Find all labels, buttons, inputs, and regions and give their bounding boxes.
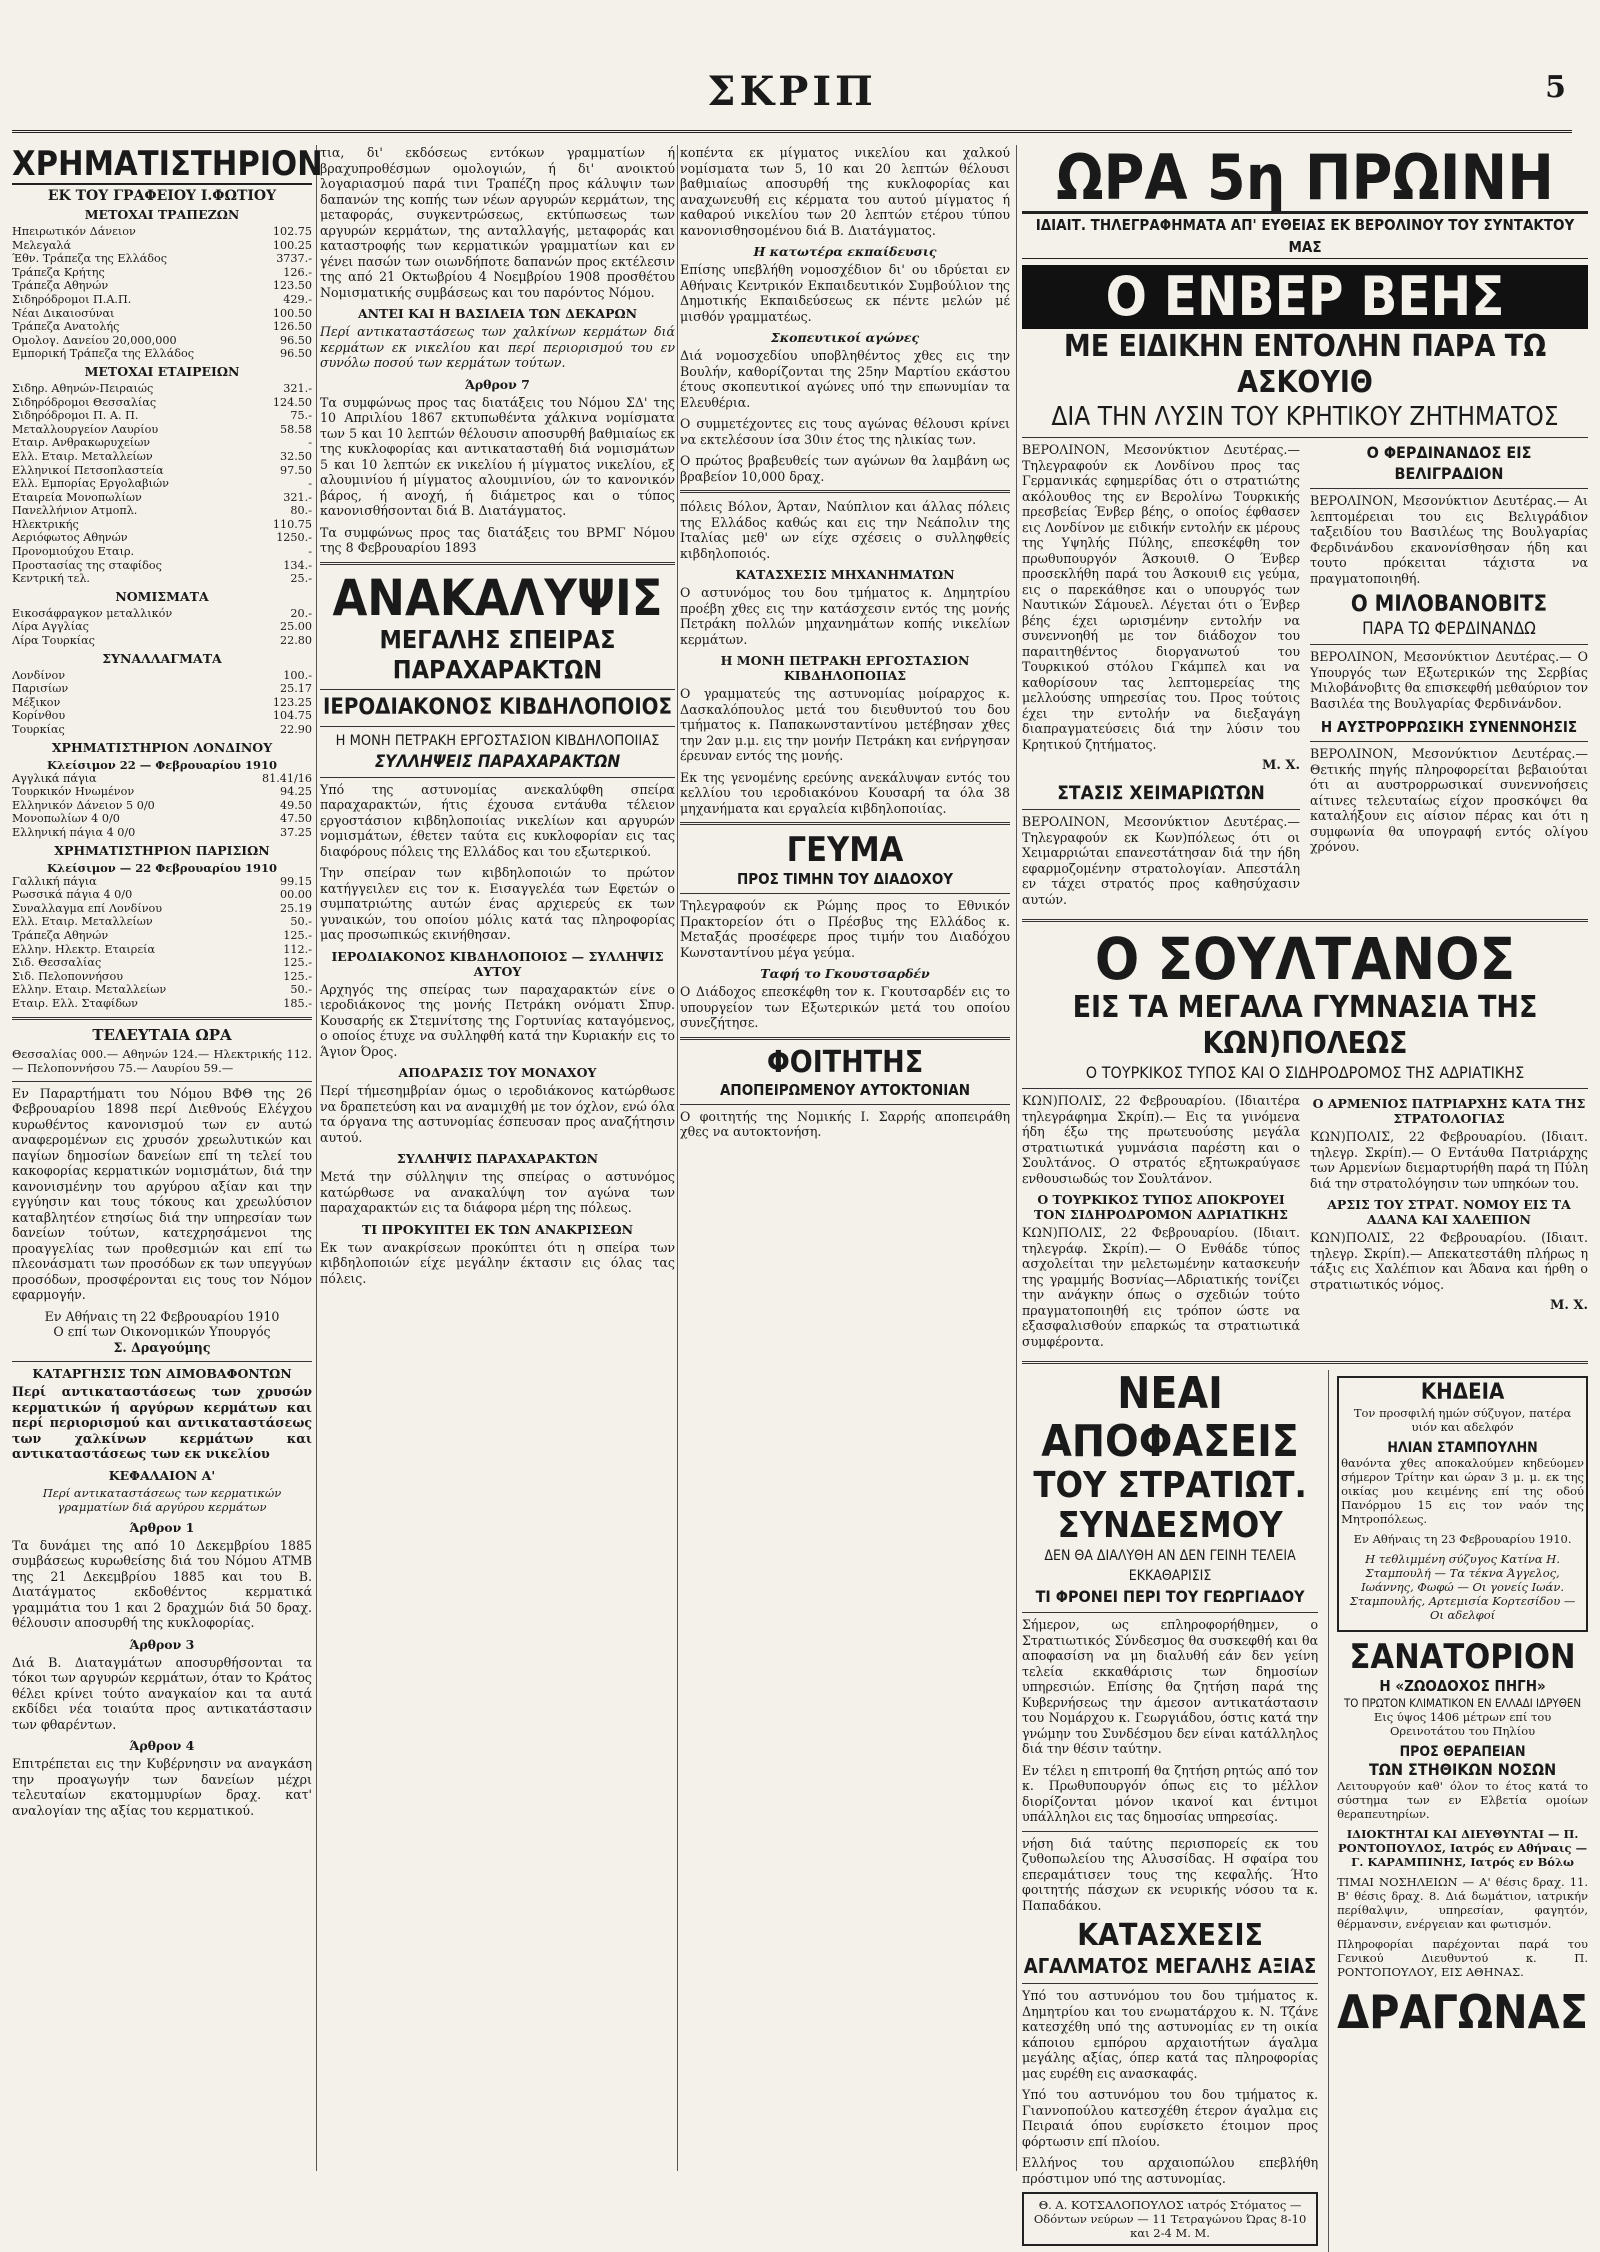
sanatorium-diseases: ΤΩΝ ΣΤΗΘΙΚΩΝ ΝΟΣΩΝ	[1368, 1760, 1557, 1779]
market-value: 50.-	[290, 983, 312, 997]
story-neai: νήση διά ταύτης περισπορείς εκ του ζυθοπωλείου της Αλυσσίδας. Η σφαίρα του επεραμάτισεν τους της κεφαλής. Ήτο φοιτητής πάσχων εκ νευρικής νόσου τα κ. Παπαδάκου.	[1022, 1835, 1319, 1913]
headline-geuma: ΓΕΥΜΑ	[786, 830, 904, 870]
last-hour-text: Θεσσαλίας 000.— Αθηνών 124.— Ηλεκτρικής 112.— Πελοποννήσου 75.— Λαυρίου 59.—	[12, 1046, 312, 1075]
market-row	[12, 902, 312, 916]
column-rule	[1016, 145, 1017, 2171]
paris-table	[12, 875, 312, 1011]
sanatorium-altitude: Εις ύψος 1406 μέτρων επί του Ορεινοτάτου του Πηλίου	[1373, 1710, 1552, 1738]
market-value: 94.25	[279, 785, 312, 799]
market-value: 3737.-	[276, 252, 312, 266]
market-row	[12, 320, 312, 334]
market-label: Εταιρ. Ανθρακωρυχείων	[12, 436, 151, 450]
market-label: Σιδηρόδρομοι Π. Α. Π.	[12, 409, 139, 423]
signature: Μ. Χ.	[1261, 758, 1300, 773]
col3-subheading: Σκοπευτικοί αγώνες	[770, 330, 920, 345]
sultan-subheading: ΑΡΣΙΣ ΤΟΥ ΣΤΡΑΤ. ΝΟΜΟΥ ΕΙΣ ΤΑ ΑΔΑΝΑ ΚΑΙ ΧΑΛΕΠΙΟΝ	[1327, 1197, 1571, 1227]
market-row	[12, 785, 312, 799]
article-1-heading: Άρθρον 1	[129, 1519, 195, 1535]
lower-columns	[1022, 1370, 1588, 2252]
banks-table	[12, 225, 312, 361]
market-label: Εικοσάφραγκον μεταλλικόν	[12, 606, 173, 620]
market-row	[12, 634, 312, 648]
story-subheading: ΤΙ ΠΡΟΚΥΠΤΕΙ ΕΚ ΤΩΝ ΑΝΑΚΡΙΣΕΩΝ	[361, 1221, 633, 1237]
market-value: 25.00	[279, 620, 312, 634]
market-value: -	[308, 545, 312, 559]
market-row	[12, 956, 312, 970]
death-name: ΗΛΙΑΝ ΣΤΑΜΠΟΥΛΗΝ	[1387, 1440, 1538, 1456]
story-neai: Σήμερον, ως επληροφορήθημεν, ο Στρατιωτικός Σύνδεσμος θα συσκεφθή και θα αποφασίση να μη διαλυθή εάν δεν γείνη τελεία εκκαθάρισις των δημοσίων υπηρεσιών. Επίσης θα ζητήση παρά της Κυβερνήσεως την άμεσον αντικατάστασιν του Νομάρχου κ. Γεωργιάδου, όστις κατά την γνώμην του Συνδέσμου δεν είναι κατάλληλος διά την θέσιν ταύτην.	[1022, 1617, 1319, 1756]
market-label: Ομολογ. Δανείου 20,000,000	[12, 333, 177, 347]
headline-ferdinandos: Ο ΦΕΡΔΙΝΑΝΔΟΣ ΕΙΣ ΒΕΛΙΓΡΑΔΙΟΝ	[1366, 443, 1532, 483]
market-value: 22.90	[279, 723, 312, 736]
dragonas-ad: ΔΡΑΓΩΝΑΣ	[1337, 1985, 1588, 2039]
market-row	[12, 409, 312, 423]
market-label: Ελλ. Εταιρ. Μεταλλείων	[12, 449, 153, 463]
col3-subheading: Ταφή το Γκουστσαρδέν	[760, 966, 930, 981]
market-value: 58.58	[279, 422, 312, 436]
market-label: Λονδίνον	[12, 668, 66, 682]
telegram-sultan: ΚΩΝ)ΠΟΛΙΣ, 22 Φεβρουαρίου. (Ιδιαιτ. τηλεγράφ. Σκρίπ).— Ο Ενθάδε τύπος ασχολείται την μελετωμένην κατασκευήν της γραμμής Βοσνίας—Αδριατικής τονίζει την ανάγκην όπως ο σχεδιών τούτο πραγματοποιηθή εις τρόπον ώστε να εξασφαλισθούν επαρκώς τα στρατιωτικά συμφέροντα.	[1022, 1225, 1300, 1349]
market-value: 20.-	[290, 606, 312, 620]
market-row	[12, 531, 312, 545]
market-row	[12, 669, 312, 683]
story-paragraph: Αρχηγός της σπείρας των παραχαρακτών είνε ο ιεροδιάκονος της μονής Πετράκη ονόματι Σπυρ. Κουσαρής εκ Στεμνίτσης της Γορτυνίας καταγόμενος, ο οποίος έτυχε να συλληφθή κατά την Κυριακήν εις το Άγιον Όρος.	[320, 981, 675, 1059]
headline-syllipseis: ΣΥΛΛΗΨΕΙΣ ΠΑΡΑΧΑΡΑΚΤΩΝ	[374, 751, 621, 772]
market-row	[12, 559, 312, 573]
headline-enver: Ο ΕΝΒΕΡ ΒΕΗΣ	[1022, 265, 1588, 329]
telegram-enver: ΒΕΡΟΛΙΝΟΝ, Μεσονύκτιον Δευτέρας.—Τηλεγραφούν εκ Λονδίνου προς τας Γερμανικάς εφημερίδας ότι ο στρατιώτης ακόλουθος της εν Βερολίνω Τουρκικής πρεσβείας Ένβερ βέης, ο οποίος έφθασεν εις Λονδίνον με ειδικήν εντολήν εκ μέρους της Υψηλής Πύλης, επεσκέφθη τον πρωθυπουργόν Άσκουιθ. Ο Ένβερ προσεκλήθη παρά του Άσκουιθ εις γεύμα, εις ο παρεκάθησε και ο υπουργός των Ναυτικών Σάμουελ. Λέγεται ότι ο Ένβερ βέης έχει ωρισμένην εντολήν να συνεννοηθή με τον διάδοχον του παραιτηθέντος διοργανωτού του Τουρκικού στόλου Γκάμπελ και να καθορίσουν τας λεπτομερείας της μελλούσης υπηρεσίας του. Προς τούτοις έχει την εντολήν να διεξαγάγη διαπραγματεύσεις διά την λύσιν του Κρητικού ζητήματος.	[1022, 442, 1300, 752]
col3-top-text: κοπέντα εκ μίγματος νικελίου και χαλκού νομίσματα των 5, 10 και 20 λεπτών θέλουσι βαθμιαίως αποσυρθή της κυκλοφορίας και αναχωνευθή εις κέρματα του αυτού μίγματος ή καθαρού νικελίου των 20 λεπτών ετέρου τύπου κανονισθησομένου διά Β. Διατάγματος.	[680, 145, 1010, 238]
market-row	[12, 983, 312, 997]
market-value: 25.17	[279, 682, 312, 696]
column-law-and-counterfeit	[320, 145, 675, 2171]
market-row	[12, 875, 312, 889]
telegram-columns	[1022, 442, 1588, 913]
story-paragraph: Μετά την σύλληψιν της σπείρας ο αστυνόμος κατώρθωσε να ανακαλύψη τον αγώνα των παραχαρακτών εις τα διάφορα μέρη της πόλεως.	[320, 1169, 675, 1215]
market-label: Ηπειρωτικόν Δάνειον	[12, 225, 136, 238]
market-value: 1250.-	[276, 531, 312, 545]
col3-text: Ο συμμετέχοντες εις τους αγώνας θέλουσι κρίνει να εκτελέσουν ίσα 30ιν έτος της ηλικίας των.	[680, 416, 1010, 447]
market-row	[12, 450, 312, 464]
currency-table	[12, 607, 312, 648]
market-row	[12, 436, 312, 450]
market-label: Αεριόφωτος Αθηνών	[12, 531, 128, 545]
col3-text: Ο αστυνόμος του δου τμήματος κ. Δημητρίου προέβη χθες εις την κατάσχεσιν εντός της μονής Πετράκη πολλών μηχανημάτων κοπής νικελίων κερμάτων.	[680, 585, 1010, 647]
market-label: Τουρκίας	[12, 723, 65, 736]
market-label: Εταιρεία Μονοπωλίων	[12, 490, 142, 504]
headline-foititis: ΦΟΙΤΗΤΗΣ	[766, 1044, 924, 1080]
article-1-text: Τα δυνάμει της από 10 Δεκεμβρίου 1885 συμβάσεως κυρωθείσης διά του Νόμου ΑΤΜΒ της 21 Δεκεμβρίου 1885 και του Β. Διατάγματος εκδοθέντος κερματικά γραμμάτια του 1 και 2 δραχμών διά 50 δραχ. θέλουσιν αποσυρθή της κυκλοφορίας.	[12, 1537, 312, 1630]
london-table	[12, 772, 312, 840]
market-row	[12, 607, 312, 621]
market-row	[12, 382, 312, 396]
section-exchange: ΣΥΝΑΛΛΑΓΜΑΤΑ	[102, 650, 222, 666]
market-label: Γαλλική πάγια	[12, 874, 97, 888]
market-label: Τράπεζα Αθηνών	[12, 279, 109, 293]
death-text: θανόντα χθες αποκαλούμεν κηδεύομεν σήμερον Τρίτην και ώραν 3 μ. μ. εκ της οικίας μου κειμένης επί της οδού Πανόρμου 15 εις τον ναόν της Μητροπόλεως.	[1341, 1456, 1584, 1526]
col2-top-text: τια, δι' εκδόσεως εντόκων γραμματίων ή βραχυπροθέσμων ομολογιών, ή δι' ανοικτού λογαριασμού παρά τινι Τραπέζη προς κάλυψιν των δαπανών της κοπής των νέων αργυρών κερμάτων, της μεταφοράς, συγκεντρώσεως, εκτύπωσεως των αργυρών κερμάτων, της ανταλλαγής, μεταφοράς και καταστροφής των κερματικών γραμματίων και εν γένει πασών των οιωνδήποτε δαπανών προς εκτέλεσιν της από 21 Οκτωβρίου 4 Νοεμβρίου 1908 προσθέτου Νομισματικής συμβάσεως και του παρόντος Νόμου.	[320, 145, 675, 300]
article-3-heading: Άρθρον 3	[129, 1636, 195, 1652]
column-rule	[316, 145, 317, 2171]
market-label: Έθν. Τράπεζα της Ελλάδος	[12, 252, 167, 266]
market-row	[12, 225, 312, 239]
market-row	[12, 929, 312, 943]
market-value: 100.50	[272, 306, 312, 320]
market-value: 125.-	[283, 969, 312, 983]
headline-ekkatharisis: ΔΕΝ ΘΑ ΔΙΑΛΥΘΗ ΑΝ ΔΕΝ ΓΕΙΝΗ ΤΕΛΕΙΑ ΕΚΚΑΘΑΡΙΣΙΣ	[1044, 1548, 1296, 1584]
sanatorium-owners: ΙΔΙΟΚΤΗΤΑΙ ΚΑΙ ΔΙΕΥΘΥΝΤΑΙ — Π. ΡΟΝΤΟΠΟΥΛΟΣ, Ιατρός εν Αθήναις — Γ. ΚΑΡΑΜΠΙΝΗΣ, Ιατρός εν Βόλω	[1338, 1827, 1588, 1869]
headline-soultanos: Ο ΣΟΥΛΤΑΝΟΣ	[1094, 925, 1516, 993]
col3-text: Εκ της γενομένης ερεύνης ανεκάλυψαν εντός του κελλίου του ιεροδιακόνου Κουσαρή τα όλα 38 μηχανήματα και εργαλεία κιβδηλοποιίας.	[680, 769, 1010, 816]
market-value: 185.-	[283, 996, 312, 1010]
market-row	[12, 915, 312, 929]
headline-speira: ΜΕΓΑΛΗΣ ΣΠΕΙΡΑΣ ΠΑΡΑΧΑΡΑΚΤΩΝ	[379, 624, 616, 684]
market-value: -	[308, 477, 312, 491]
market-label: Μεταλλουργείον Λαυρίου	[12, 422, 159, 436]
market-label: Σιδηρόδρομοι Θεσσαλίας	[12, 395, 157, 409]
article-4-heading: Άρθρον 4	[129, 1738, 195, 1753]
market-row	[12, 970, 312, 984]
col3-text: Διά νομοσχεδίου υποβληθέντος χθες εις την Βουλήν, καθορίζονται της 25ην Μαρτίου εκάστου έτους σκοπευτικοί αγώνες υπό την επωνυμίαν τα Ελευθέρια.	[680, 348, 1010, 410]
masthead	[12, 60, 1572, 133]
section-companies: ΜΕΤΟΧΑΙ ΕΤΑΙΡΕΙΩΝ	[84, 363, 240, 379]
paper-name: ΣΚΡΙΠ	[707, 68, 877, 115]
market-label: Προστασίας της σταφίδος	[12, 558, 162, 572]
market-row	[12, 826, 312, 840]
market-row	[12, 279, 312, 293]
doctor-ad: Θ. Α. ΚΟΤΣΑΛΟΠΟΥΛΟΣ ιατρός Στόματος — Οδόντων νεύρων — 11 Τετραγώνου Ώρας 8-10 και 2-4 Μ. Μ.	[1022, 2192, 1318, 2246]
signature: Μ. Χ.	[1549, 1298, 1588, 1313]
market-value: 50.-	[290, 915, 312, 929]
market-row	[12, 799, 312, 813]
section-currency: ΝΟΜΙΣΜΑΤΑ	[115, 588, 209, 604]
story-subheading: ΑΠΟΔΡΑΣΙΣ ΤΟΥ ΜΟΝΑΧΟΥ	[398, 1065, 597, 1080]
market-value: 00.00	[279, 888, 312, 902]
col2-sub-heading: ΑΝΤΕΙ ΚΑΙ Η ΒΑΣΙΛΕΙΑ ΤΩΝ ΔΕΚΑΡΩΝ	[357, 306, 638, 321]
law-text: Εν Παραρτήματι του Νόμου ΒΦΘ της 26 Φεβρουαρίου 1898 περί Διεθνούς Ελέγχου κυρωθέντος κανονισμού των εν αυτώ αναφερομένων εις χρυσόν χρεωλυτικών και παγίων δημοσίων δανείων επί τη τελεί του κακοφορίας κερματικών νομισμάτων, διά την κανονισμένην του αργύρου αξίαν και την εγγύησιν και τους τόκους και χρεωλύσιον καταβλητέον ετησίως διά την υπηρεσίαν των δανείων τούτων, κατεχρησάμενοι της προαγγελίας των προθεσμιών και επί τω πλεονάσματι των προσόδων εκ των υπεγγύων προσόδων, προσφέρονται εις τους τον Νόμον εφαρμογήν.	[12, 1085, 312, 1302]
story-paragraph: Υπό της αστυνομίας ανεκαλύφθη σπείρα παραχαρακτών, ήτις έχουσα εντάυθα τέλειον εργοστάσιον κιβδηλοποιίας νικελίων και αργυρών νομισμάτων, έθετεν ταύτα εις κυκλοφορίαν εις τας διαφόρους πόλεις της Ελλάδος και του εξωτερικού.	[320, 781, 675, 859]
sultan-subheading: Ο ΤΟΥΡΚΙΚΟΣ ΤΥΠΟΣ ΑΠΟΚΡΟΥΕΙ ΤΟΝ ΣΙΔΗΡΟΔΡΟΜΟΝ ΑΔΡΙΑΤΙΚΗΣ	[1034, 1192, 1288, 1222]
market-value: 22.80	[279, 634, 312, 648]
law-signature: Εν Αθήναις τη 22 Φεβρουαρίου 1910	[44, 1308, 280, 1324]
market-row	[12, 545, 312, 559]
market-row	[12, 266, 312, 280]
market-value: 134.-	[283, 558, 312, 572]
market-row	[12, 334, 312, 348]
market-row	[12, 572, 312, 586]
market-row	[12, 252, 312, 266]
col3-text: Ο Διάδοχος επεσκέφθη τον κ. Γκουτσαρδέν εις το υπουργείον των Εξωτερικών μετά του οποίου συνεζήτησε.	[680, 984, 1010, 1030]
section-paris: ΧΡΗΜΑΤΙΣΤΗΡΙΟΝ ΠΑΡΙΣΙΩΝ	[54, 842, 270, 858]
col3-subheading: Η ΜΟΝΗ ΠΕΤΡΑΚΗ ΕΡΓΟΣΤΑΣΙΟΝ ΚΙΒΔΗΛΟΠΟΙΙΑΣ	[720, 653, 970, 683]
market-row	[12, 396, 312, 410]
headline-agalmatos: ΑΓΑΛΜΑΤΟΣ ΜΕΓΑΛΗΣ ΑΞΙΑΣ	[1023, 1954, 1317, 1978]
section-london: ΧΡΗΜΑΤΙΣΤΗΡΙΟΝ ΛΟΝΔΙΝΟΥ	[51, 739, 273, 755]
article-4-text: Επιτρέπεται εις την Κυβέρνησιν να αναγκάση την προαγωγήν των δανείων μέχρι τελευταίων εκατομμυρίων δραχ. κατ' αναλογίαν της αξίας του κερματικού.	[12, 1756, 312, 1818]
col2-sub-text: Περί αντικαταστάσεως των χαλκίνων κερμάτων διά κερμάτων εκ νικελίου και περί περιορισμού του εν συνόλω ποσού των κερμάτων τούτων.	[320, 324, 675, 370]
market-value: 125.-	[283, 928, 312, 942]
market-label: Ελληνικόν Δάνειον 5 0/0	[12, 798, 155, 812]
market-label: Παρισίων	[12, 682, 69, 696]
market-row	[12, 464, 312, 478]
law-signature-role: Ο επί των Οικονομικών Υπουργός	[53, 1324, 271, 1339]
market-row	[12, 504, 312, 518]
kermata-title: Περί αντικαταστάσεως των χρυσών κερματικών ή αργύρων κερμάτων και περί περιορισμού και αντικαταστάσεως των χαλκίνων κερμάτων και αντικαταστάσεως των εκ νικελίου	[12, 1384, 312, 1461]
story-neai: Εν τέλει η επιτροπή θα ζητήση ρητώς από τον κ. Πρωθυπουργόν όπως εις το μέλλον διορίζονται μόνον ικανοί και έντιμοι υπάλληλοι εις τας δημοσίας υπηρεσίας.	[1022, 1762, 1319, 1824]
market-label: Ελλ. Εμπορίας Εργολαβιών	[12, 477, 169, 491]
sanatorium-text: Λειτουργούν καθ' όλον το έτος κατά το σύστημα των εν Ελβετία ομοίων θεραπευτηρίων.	[1337, 1779, 1588, 1821]
market-row	[12, 943, 312, 957]
market-value: 112.-	[283, 942, 312, 956]
market-row	[12, 682, 312, 696]
headline-syndesmou: ΤΟΥ ΣΤΡΑΤΙΩΤ. ΣΥΝΔΕΣΜΟΥ	[1033, 1465, 1307, 1546]
market-value: 80.-	[290, 504, 312, 518]
market-label: Τράπεζα Ανατολής	[12, 320, 120, 334]
telegram-milovanovits: ΒΕΡΟΛΙΝΟΝ, Μεσονύκτιον Δευτέρας.— Ο Υπουργός των Εξωτερικών της Σερβίας Μιλοβάνοβιτς θα επισκεφθή μεθαύριον τον Βασιλέα της Βουλγαρίας Φερδινάνδον.	[1310, 649, 1588, 711]
article-3-text: Διά Β. Διαταγμάτων αποσυρθήσονται τα τόκοι των αργυρών κερμάτων, όταν το Κράτος θέλει κρίνει τούτο αναγκαίον και τα αυτά εκδίδει νέα τοιαύτα προς αντικατάστασιν των φθαρέντων.	[12, 1654, 312, 1732]
market-label: Εμπορική Τράπεζα της Ελλάδος	[12, 347, 195, 361]
market-label: Ρωσσικά πάγια 4 0/0	[12, 888, 133, 902]
market-value: 104.75	[272, 709, 312, 723]
col3-story: πόλεις Βόλον, Άρταν, Ναύπλιον και άλλας πόλεις της Ελλάδος καθώς και εις την Νεάπολιν της Ιταλίας μεθ' ων είχε σχέσεις ο συλληφθείς κιβδηλοποιός.	[680, 499, 1010, 561]
market-label: Πανελλήνιον Ατμοπλ.	[12, 504, 138, 518]
market-row	[12, 772, 312, 786]
headline-kataschesis: ΚΑΤΑΣΧΕΣΙΣ	[1077, 1918, 1263, 1953]
market-row	[12, 888, 312, 902]
market-value: 32.50	[279, 449, 312, 463]
headline-neai-apofaseis: ΝΕΑΙ ΑΠΟΦΑΣΕΙΣ	[1041, 1368, 1299, 1467]
column-rule	[677, 145, 678, 2171]
headline-kritiko: ΔΙΑ ΤΗΝ ΛΥΣΙΝ ΤΟΥ ΚΡΗΤΙΚΟΥ ΖΗΤΗΜΑΤΟΣ	[1051, 402, 1559, 432]
col3-text: Ο γραμματεύς της αστυνομίας μοίραρχος κ. Δασκαλόπουλος μετά του διευθυντού του δου τμήματος κ. Παπακωνσταντίνου μετέβησαν χθες την 2αν μ.μ. εις την μονήν Πετράκη και ενήργησαν έρευναν εντός της μονής.	[680, 686, 1010, 763]
market-label: Σιδηρόδρομοι Π.Α.Π.	[12, 292, 132, 306]
market-value: 429.-	[283, 292, 312, 306]
headline-autoktonia: ΑΠΟΠΕΙΡΩΜΕΝΟΥ ΑΥΤΟΚΤΟΝΙΑΝ	[719, 1080, 971, 1099]
market-value: 125.-	[283, 956, 312, 970]
market-label: Σιδ. Θεσσαλίας	[12, 956, 102, 970]
death-intro: Τον προσφιλή ημών σύζυγον, πατέρα υιόν και αδελφόν	[1353, 1406, 1572, 1434]
telegram-sultan: ΚΩΝ)ΠΟΛΙΣ, 22 Φεβρουαρίου. (Ιδιαιτέρα τηλεγράφημα Σκρίπ).— Εις τα γινόμενα ήδη έξω της πρωτευούσης μεγάλα στρατιωτικά γυμνάσια παρέστη και ο Σουλτάνος. Ο στρατός εξητωκραύγασε ενθουσιωδώς τον Σουλτάνον.	[1022, 1093, 1300, 1186]
sanatorium-contact: Πληροφορίαι παρέχονται παρά του Γενικού Διευθυντού κ. Π. ΡΟΝΤΟΠΟΥΛΟΥ, ΕΙΣ ΑΘΗΝΑΣ.	[1337, 1937, 1588, 1979]
sanatorium-therapy: ΠΡΟΣ ΘΕΡΑΠΕΙΑΝ	[1399, 1744, 1526, 1760]
death-date: Εν Αθήναις τη 23 Φεβρουαρίου 1910.	[1353, 1532, 1572, 1546]
headline-gymnasia: ΕΙΣ ΤΑ ΜΕΓΑΛΑ ΓΥΜΝΑΣΙΑ ΤΗΣ ΚΩΝ)ΠΟΛΕΩΣ	[1072, 990, 1538, 1061]
market-label: Κορίνθου	[12, 709, 66, 723]
market-row	[12, 307, 312, 321]
story-paragraph: Την σπείραν των κιβδηλοποιών το πρώτον κατήγγειλεν εις τον κ. Εισαγγελέα των Εφετών ο συμπατριώτης αυτών ένας αρχιερεύς εκ των γυναικών, του οποίου μόλις κατά τας πληροφορίας μας προσωπικώς εκινήθησαν.	[320, 865, 675, 942]
market-row	[12, 518, 312, 532]
chapter-heading: ΚΕΦΑΛΑΙΟΝ Α'	[108, 1467, 216, 1483]
col3-subheading: ΚΑΤΑΣΧΕΣΙΣ ΜΗΧΑΝΗΜΑΤΩΝ	[735, 567, 955, 582]
market-label: Ελληνικοί Πετσοπλαστεία	[12, 463, 164, 477]
headline-ierodiakonos: ΙΕΡΟΔΙΑΚΟΝΟΣ ΚΙΒΔΗΛΟΠΟΙΟΣ	[322, 694, 673, 720]
market-row	[12, 709, 312, 723]
sultan-subheading: Ο ΑΡΜΕΝΙΟΣ ΠΑΤΡΙΑΡΧΗΣ ΚΑΤΑ ΤΗΣ ΣΤΡΑΤΟΛΟΓΙΑΣ	[1312, 1096, 1586, 1126]
market-row	[12, 723, 312, 737]
story-paragraph: Εκ των ανακρίσεων προκύπτει ότι η σπείρα των κιβδηλοποιών είχε μεγάλην έκτασιν εις όλας τας πόλεις.	[320, 1239, 675, 1286]
headline-para-ferdinando: ΠΑΡΑ ΤΩ ΦΕΡΔΙΝΑΝΔΩ	[1362, 619, 1536, 639]
sultan-columns	[1022, 1093, 1588, 1355]
story-subheading: ΙΕΡΟΔΙΑΚΟΝΟΣ ΚΙΒΔΗΛΟΠΟΙΟΣ — ΣΥΛΛΗΨΙΣ ΑΥΤΟΥ	[331, 948, 664, 979]
chapter-sub: Περί αντικαταστάσεως των κερματικών γραμματίων διά αργύρου κερμάτων	[42, 1485, 282, 1514]
column-market	[12, 144, 323, 2171]
market-row	[12, 812, 312, 826]
market-subtitle: ΕΚ ΤΟΥ ΓΡΑΦΕΙΟΥ Ι.ΦΩΤΙΟΥ	[47, 188, 277, 204]
sanatorium-name: Η «ΖΩΟΔΟΧΟΣ ΠΗΓΗ»	[1379, 1677, 1546, 1695]
market-value: 25.-	[290, 572, 312, 586]
col3-text: Τηλεγραφούν εκ Ρώμης προς το Εθνικόν Πρακτορείον ότι ο Πρέσβυς της Ελλάδος κ. Μεταξάς προσέφερε προς τιμήν του Διαδόχου Κωνσταντίνου μέγα γεύμα.	[680, 898, 1010, 960]
market-value: 126.50	[272, 320, 312, 334]
col3-text: Ο πρώτος βραβευθείς των αγώνων θα λαμβάνη ως βραβείον 10,000 δραχ.	[680, 453, 1010, 484]
story-paragraph: Περί τήμεσημβρίαν όμως ο ιεροδιάκονος κατώρθωσε να δραπετεύση και να αναμιχθή με τον όχλον, ενώ όλα τα όργανα της αστυνομίας έσπευσαν προς αναζήτησιν αυτού.	[320, 1083, 675, 1145]
market-value: 124.50	[272, 395, 312, 409]
market-label: Ηλεκτρικής	[12, 517, 79, 531]
telegram-ferdinandos: ΒΕΡΟΛΙΝΟΝ, Μεσονύκτιον Δευτέρας.— Αι λεπτομέρειαι του εις Βελιγράδιον ταξειδίου του Βασιλέως της Βουλγαρίας Φερδινάνδου εκανονίσθησαν ήδη και τουτο πρόκειται τάχιστα να πραγματοποιηθή.	[1310, 493, 1588, 586]
story-kataschesis: Υπό του αστυνόμου του δου τμήματος κ. Γιαννοπούλου κατεσχέθη έτερον άγαλμα εις Πειραιά όπου ευρίσκετο έτοιμον προς φόρτωσιν επί πλοίου.	[1022, 2087, 1319, 2149]
sanatorium-tagline: ΤΟ ΠΡΩΤΟΝ ΚΛΙΜΑΤΙΚΟΝ ΕΝ ΕΛΛΑΔΙ ΙΔΡΥΘΕΝ	[1343, 1696, 1582, 1710]
headline-entoli: ΜΕ ΕΙΔΙΚΗΝ ΕΝΤΟΛΗΝ ΠΑΡΑ ΤΩ ΑΣΚΟΥΙΘ	[1063, 329, 1547, 400]
section-kermata: ΚΑΤΑΡΓΗΣΙΣ ΤΩΝ ΑΙΜΟΒΑΦΟΝΤΩΝ	[32, 1366, 292, 1381]
market-value: 321.-	[283, 490, 312, 504]
market-value: 47.50	[279, 812, 312, 826]
market-row	[12, 423, 312, 437]
headline-typos: Ο ΤΟΥΡΚΙΚΟΣ ΤΥΠΟΣ ΚΑΙ Ο ΣΙΔΗΡΟΔΡΟΜΟΣ ΤΗΣ ΑΔΡΙΑΤΙΚΗΣ	[1085, 1063, 1525, 1082]
column-news	[680, 145, 1010, 2171]
sanatorium-heading: ΣΑΝΑΤΟΡΙΟΝ	[1349, 1637, 1576, 1677]
market-value: 123.50	[272, 279, 312, 293]
law-signatory: Σ. Δραγούμης	[113, 1339, 211, 1355]
telegram-austro: ΒΕΡΟΛΙΝΟΝ, Μεσονύκτιον Δευτέρας.— Θετικής πηγής πληροφορείται βεβαιούται ότι αι αυστρορρωσικαί συνεννοήσεις αίτινες τελευταίως είχον προσκόψει θα καταλήξουν εις αίσιον πέρας και ότι η συμφωνία θα υπογραφή εντός ολίγου χρόνου.	[1310, 746, 1588, 854]
page-number: 5	[1545, 70, 1566, 105]
market-label: Ελληνική πάγια 4 0/0	[12, 825, 136, 839]
market-value: 102.75	[272, 225, 312, 238]
section-banks: ΜΕΤΟΧΑΙ ΤΡΑΠΕΖΩΝ	[84, 207, 240, 222]
market-value: -	[308, 436, 312, 450]
market-row	[12, 696, 312, 710]
market-label: Τουρκικόν Ηνωμένον	[12, 785, 135, 799]
headline-stasis: ΣΤΑΣΙΣ ΧΕΙΜΑΡΙΩΤΩΝ	[1057, 782, 1265, 804]
market-label: Προνομιούχου Εταιρ.	[12, 545, 135, 559]
market-label: Κεντρική τελ.	[12, 572, 90, 586]
market-value: 49.50	[279, 798, 312, 812]
headline-telegrams: ΙΔΙΑΙΤ. ΤΗΛΕΓΡΑΦΗΜΑΤΑ ΑΠ' ΕΥΘΕΙΑΣ ΕΚ ΒΕΡΟΛΙΝΟΥ ΤΟΥ ΣΥΝΤΑΚΤΟΥ ΜΑΣ	[1022, 214, 1588, 259]
market-row	[12, 997, 312, 1011]
col3-text: Επίσης υπεβλήθη νομοσχέδιον δι' ου ιδρύεται εν Αθήναις Κεντρικόν Εκπαιδευτικόν Συμβούλιον της Δημοτικής Εκπαιδεύσεως εκ πέντε μελών μέ μισθόν γραμματέως.	[680, 262, 1010, 324]
market-label: Μελεγαλά	[12, 238, 72, 252]
market-value: 25.19	[279, 901, 312, 915]
london-date: Κλείσιμον 22 — Φεβρουαρίου 1910	[47, 757, 277, 772]
telegram-stasis: ΒΕΡΟΛΙΝΟΝ, Μεσονύκτιον Δευτέρας.—Τηλεγραφούν εκ Κων)πόλεως ότι οι Χειμαρριώται επανεστάτησαν διά την ήδη εφαρμοζομένην στρατολογίαν. Απεστάλη εν τάχει στρατός προς καθησύχασιν αυτών.	[1022, 814, 1300, 907]
market-row	[12, 491, 312, 505]
story-subheading: ΣΥΛΛΗΨΙΣ ΠΑΡΑΧΑΡΑΚΤΩΝ	[396, 1151, 599, 1166]
market-value: 321.-	[283, 381, 312, 395]
market-label: Μέξικον	[12, 695, 61, 709]
market-value: 37.25	[279, 825, 312, 839]
market-value: 126.-	[283, 265, 312, 279]
story-kataschesis: Υπό του αστυνόμου του δου τμήματος κ. Δημητρίου και του ενωματάρχου κ. Ν. Τζάνε κατεσχέθη υπό της αστυνομίας εν τη οικία κάποιου εμπόρου αρχαιοτήτων άγαλμα μεγάλης αξίας, όπερ κατά τας πληροφορίας μας ευρέθη εις ανασκαφάς.	[1022, 1988, 1319, 2081]
market-label: Νέαι Δικαιοσύναι	[12, 306, 115, 320]
column-telegrams	[1022, 141, 1588, 2240]
article-7-text: Τα συμφώνως προς τας διατάξεις του Νόμου ΣΔ' της 10 Απριλίου 1867 εκτυπωθέντα χάλκινα νομίσματα των 5 και 10 λεπτών θέλουσιν αποσυρθή βαθμιαίως εκ της κυκλοφορίας και αντικατασταθή διά νομισμάτων 5 και 10 λεπτών εκ νικελίου ή μίγματος νικελίου, εξ αλουμινίου ή μίγματος αλουμινίου, ών το κανονικόν βάρος, ή ανοχή, ή διάμετρος και ο τύπος κανονισθήσονται διά Β. Διατάγματος.	[320, 394, 675, 518]
article-7b-text: Τα συμφώνως προς τας διατάξεις του ΒΡΜΓ Νόμου της 8 Φεβρουαρίου 1893	[320, 524, 675, 555]
death-notice	[1337, 1376, 1588, 1632]
market-label: Σιδ. Πελοποννήσου	[12, 969, 124, 983]
telegram-sultan: ΚΩΝ)ΠΟΛΙΣ, 22 Φεβρουαρίου. (Ιδιαιτ. τηλεγρ. Σκρίπ).— Ο Εντάυθα Πατριάρχης των Αρμενίων διεμαρτυρήθη παρά τη Πύλη διά την στρατολόγησιν των υπηκόων του.	[1310, 1129, 1588, 1191]
paris-date: Κλείσιμον — 22 Φεβρουαρίου 1910	[47, 860, 277, 875]
market-row	[12, 293, 312, 307]
headline-ora-5: ΩΡΑ 5η ΠΡΩΙΝΗ	[1022, 145, 1588, 214]
headline-milovanovits: Ο ΜΙΛΟΒΑΝΟΒΙΤΣ	[1350, 592, 1548, 617]
market-row	[12, 347, 312, 361]
exchange-table	[12, 669, 312, 737]
market-row	[12, 620, 312, 634]
companies-table	[12, 382, 312, 586]
market-label: Τράπεζα Κρήτης	[12, 265, 105, 279]
market-label: Λίρα Τουρκίας	[12, 634, 95, 648]
market-title: ΧΡΗΜΑΤΙΣΤΗΡΙΟΝ	[12, 144, 323, 184]
death-heading: ΚΗΔΕΙΑ	[1420, 1380, 1505, 1405]
market-label: Ελλην. Ηλεκτρ. Εταιρεία	[12, 942, 156, 956]
headline-georgiadou: ΤΙ ΦΡΟΝΕΙ ΠΕΡΙ ΤΟΥ ΓΕΩΡΓΙΑΔΟΥ	[1035, 1587, 1305, 1606]
market-label: Μονοπωλίων 4 0/0	[12, 812, 120, 826]
market-label: Λίρα Αγγλίας	[12, 620, 89, 634]
market-label: Ελλ. Εταιρ. Μεταλλείων	[12, 915, 153, 929]
market-value: 99.15	[279, 874, 312, 888]
market-value: 110.75	[272, 517, 312, 531]
col3-subheading: Η κατωτέρα εκπαίδευσις	[753, 244, 937, 259]
headline-moni: Η ΜΟΝΗ ΠΕΤΡΑΚΗ ΕΡΓΟΣΤΑΣΙΟΝ ΚΙΒΔΗΛΟΠΟΙΙΑΣ	[335, 732, 660, 749]
market-label: Τράπεζα Αθηνών	[12, 928, 109, 942]
market-label: Σιδηρ. Αθηνών-Πειραιώς	[12, 381, 154, 395]
headline-austro: Η ΑΥΣΤΡΟΡΡΩΣΙΚΗ ΣΥΝΕΝΝΟΗΣΙΣ	[1320, 718, 1578, 736]
market-value: 100.-	[283, 668, 312, 682]
headline-diadochou: ΠΡΟΣ ΤΙΜΗΝ ΤΟΥ ΔΙΑΔΟΧΟΥ	[736, 870, 954, 888]
sanatorium-prices: ΤΙΜΑΙ ΝΟΣΗΛΕΙΩΝ — Α' θέσις δραχ. 11. Β' θέσις δραχ. 8. Διά δωμάτιον, ιατρικήν περίθαλψιν, υπηρεσίαν, φαγητόν, θέρμανσιν, ενέργειαν και φωτισμόν.	[1337, 1875, 1588, 1931]
telegram-sultan: ΚΩΝ)ΠΟΛΙΣ, 22 Φεβρουαρίου. (Ιδιαιτ. τηλεγρ. Σκρίπ).— Απεκατεστάθη πλήρως η τάξις εις Χαλέπιον και Άδανα και ήρθη ο στρατιωτικός νόμος.	[1310, 1230, 1588, 1292]
market-label: Συναλλαγμα επί Λονδίνου	[12, 901, 163, 915]
market-value: 81.41/16	[261, 771, 312, 785]
headline-anakalypsis: ΑΝΑΚΑΛΥΨΙΣ	[332, 568, 663, 627]
market-label: Εταιρ. Ελλ. Σταφίδων	[12, 996, 138, 1010]
death-mourners: Η τεθλιμμένη σύζυγος Κατίνα Η. Σταμπουλή — Τα τέκνα Άγγελος, Ιωάννης, Φωφώ — Οι γονείς Ιωάν. Σταμπουλής, Αρτεμισία Κορτεσίδου — Οι αδελφοί	[1349, 1552, 1576, 1622]
market-value: 96.50	[279, 347, 312, 361]
market-value: 123.25	[272, 695, 312, 709]
market-value: 75.-	[290, 409, 312, 423]
article-7-heading: Άρθρον 7	[465, 376, 530, 392]
market-row	[12, 477, 312, 491]
market-value: 100.25	[272, 238, 312, 252]
market-value: 97.50	[279, 463, 312, 477]
section-last-hour: ΤΕΛΕΥΤΑΙΑ ΩΡΑ	[92, 1025, 232, 1044]
col3-text: Ο φοιτητής της Νομικής Ι. Σαρρής αποπειράθη χθες να αυτοκτονήση.	[680, 1108, 1010, 1139]
market-row	[12, 239, 312, 253]
market-value: 96.50	[279, 333, 312, 347]
market-label: Ελλην. Εταιρ. Μεταλλείων	[12, 983, 167, 997]
market-label: Αγγλικά πάγια	[12, 771, 97, 785]
story-kataschesis: Ελλήνος του αρχαιοπώλου επεβλήθη πρόστιμον υπό της αστυνομίας.	[1022, 2155, 1319, 2186]
